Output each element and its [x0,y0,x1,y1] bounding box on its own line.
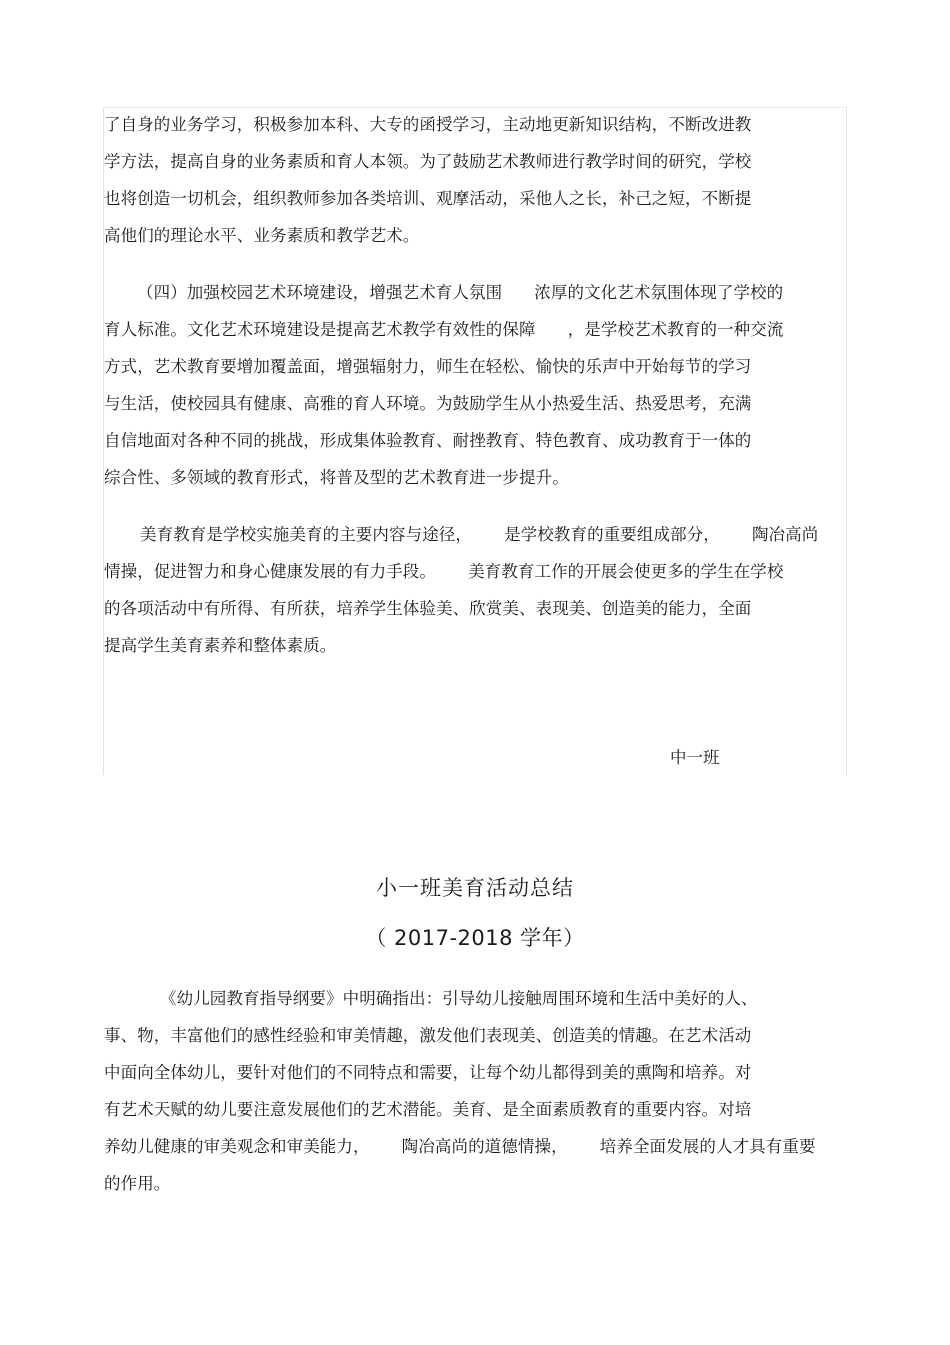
paragraph-line: 了自身的业务学习，积极参加本科、大专的函授学习，主动地更新知识结构，不断改进教 [104,115,752,134]
paragraph-line: 提高学生美育素养和整体素质。 [104,636,337,655]
document-title: 小一班美育活动总结 [376,876,574,900]
paragraph-line: 养幼儿健康的审美观念和审美能力， 陶冶高尚的道德情操， 培养全面发展的人才具有重要 [104,1137,816,1156]
paragraph-line: 的各项活动中有所得、有所获，培养学生体验美、欣赏美、表现美、创造美的能力，全面 [104,599,752,618]
paragraph-line: 的作用。 [104,1174,171,1193]
paragraph-line: 中面向全体幼儿，要针对他们的不同特点和需要，让每个幼儿都得到美的熏陶和培养。对 [104,1063,752,1082]
paragraph-line: 方式，艺术教育要增加覆盖面，增强辐射力，师生在轻松、愉快的乐声中开始每节的学习 [104,357,752,376]
signature: 中一班 [670,748,720,767]
paragraph-line: 学方法，提高自身的业务素质和育人本领。为了鼓励艺术教师进行教学时间的研究，学校 [104,152,752,171]
paragraph-line: 情操，促进智力和身心健康发展的有力手段。 美育教育工作的开展会使更多的学生在学校 [104,562,784,581]
paragraph-line: 高他们的理论水平、业务素质和教学艺术。 [104,226,420,245]
paragraph-line: 育人标准。文化艺术环境建设是提高艺术教学有效性的保障 ，是学校艺术教育的一种交流 [104,320,784,339]
paragraph-line: 有艺术天赋的幼儿要注意发展他们的艺术潜能。美育、是全面素质教育的重要内容。对培 [104,1100,752,1119]
paragraph-line: 与生活，使校园具有健康、高雅的育人环境。为鼓励学生从小热爱生活、热爱思考，充满 [104,394,752,413]
paragraph-line: 美育教育是学校实施美育的主要内容与途径， 是学校教育的重要组成部分， 陶冶高尚 [140,525,819,544]
paragraph-line: 自信地面对各种不同的挑战，形成集体验教育、耐挫教育、特色教育、成功教育于一体的 [104,431,752,450]
paragraph-line: 综合性、多领域的教育形式，将普及型的艺术教育进一步提升。 [104,468,569,487]
document-subtitle: （ 2017-2018 学年） [365,926,585,950]
paragraph-line: 也将创造一切机会，组织教师参加各类培训、观摩活动，采他人之长，补己之短，不断提 [104,189,752,208]
section-heading-line: （四）加强校园艺术环境建设，增强艺术育人氛围 浓厚的文化艺术氛围体现了学校的 [137,283,784,302]
paragraph-line: 《幼儿园教育指导纲要》中明确指出：引导幼儿接触周围环境和生活中美好的人、 [160,989,758,1008]
paragraph-line: 事、物，丰富他们的感性经验和审美情趣，激发他们表现美、创造美的情趣。在艺术活动 [104,1026,752,1045]
